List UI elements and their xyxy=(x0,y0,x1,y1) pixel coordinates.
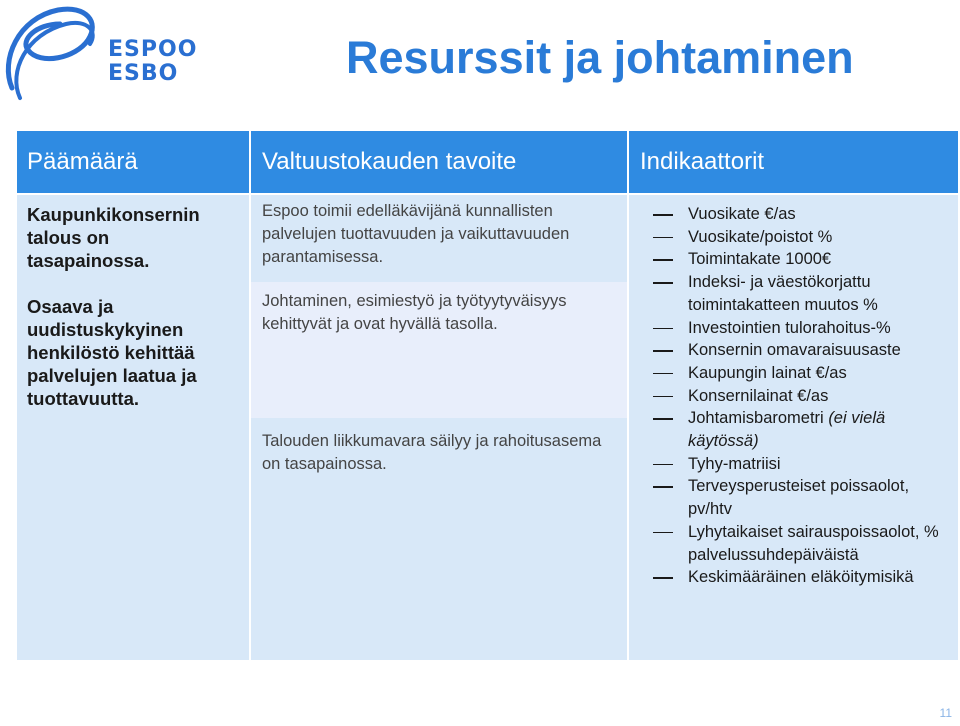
list-item: Keskimääräinen eläköitymisikä xyxy=(653,566,948,589)
dash-bullet-icon xyxy=(653,532,673,534)
header-indikaattorit: Indikaattorit xyxy=(629,131,958,193)
target-productivity: Espoo toimii edelläkävijänä kunnallisten palvelujen tuottavuuden ja vaikuttavuuden parantamisessa. xyxy=(251,195,627,280)
dash-bullet-icon xyxy=(653,577,673,579)
target-leadership: Johtaminen, esimiestyö ja työtyytyväisyys kehittyvät ja ovat hyvällä tasolla. xyxy=(251,282,627,418)
list-item: Terveysperusteiset poissaolot, pv/htv xyxy=(653,475,948,520)
indicator-list xyxy=(653,203,948,589)
list-item: Vuosikate/poistot % xyxy=(653,226,948,249)
list-item: Investointien tulorahoitus-% xyxy=(653,317,948,340)
goal-line: palvelujen laatua ja xyxy=(27,365,197,386)
goal-line: henkilöstö kehittää xyxy=(27,342,195,363)
list-item: Konsernilainat €/as xyxy=(653,385,948,408)
dash-bullet-icon xyxy=(653,282,673,284)
list-item: Kaupungin lainat €/as xyxy=(653,362,948,385)
goal-line: talous on xyxy=(27,227,110,248)
header-valtuustokauden-tavoite: Valtuustokauden tavoite xyxy=(251,131,627,193)
indicators-cell xyxy=(629,195,958,660)
goal-text xyxy=(27,203,239,410)
list-item: Johtamisbarometri (ei vielä käytössä) xyxy=(653,407,948,452)
goal-line: Osaava ja xyxy=(27,296,114,317)
dash-bullet-icon xyxy=(653,464,673,466)
page-number: 11 xyxy=(939,706,952,720)
page-title: Resurssit ja johtaminen xyxy=(346,32,854,83)
dash-bullet-icon xyxy=(653,350,673,352)
goal-cell xyxy=(17,195,249,660)
list-item: Lyhytaikaiset sairauspoissaolot, % palvelussuhdepäiväistä xyxy=(653,521,948,566)
espoo-logo-swirl-icon xyxy=(0,0,110,110)
espoo-logo-wordmark xyxy=(108,38,197,86)
goal-line: tasapainossa. xyxy=(27,250,150,271)
dash-bullet-icon xyxy=(653,328,673,330)
goal-paragraph-staff xyxy=(27,295,239,410)
indicator-note: (ei vielä käytössä) xyxy=(688,409,886,451)
dash-bullet-icon xyxy=(653,418,673,420)
list-item: Vuosikate €/as xyxy=(653,203,948,226)
goal-line: tuottavuutta. xyxy=(27,388,140,409)
list-item: Konsernin omavaraisuusaste xyxy=(653,339,948,362)
espoo-logo xyxy=(0,0,200,110)
goals-table xyxy=(17,131,958,660)
goal-paragraph-economy xyxy=(27,203,239,272)
dash-bullet-icon xyxy=(653,214,673,216)
target-finance: Talouden liikkumavara säilyy ja rahoitusasema on tasapainossa. xyxy=(251,420,627,660)
logo-line-espoo: ESPOO xyxy=(108,37,198,62)
dash-bullet-icon xyxy=(653,237,673,239)
list-item: Tyhy-matriisi xyxy=(653,453,948,476)
header-paamaara: Päämäärä xyxy=(17,131,249,193)
goal-line: uudistuskykyinen xyxy=(27,319,184,340)
targets-cell xyxy=(251,195,627,660)
dash-bullet-icon xyxy=(653,396,673,398)
dash-bullet-icon xyxy=(653,259,673,261)
logo-line-esbo: ESBO xyxy=(108,61,179,86)
dash-bullet-icon xyxy=(653,486,673,488)
list-item: Indeksi- ja väestökorjattu toimintakatteen muutos % xyxy=(653,271,948,316)
goal-line: Kaupunkikonsernin xyxy=(27,204,200,225)
dash-bullet-icon xyxy=(653,373,673,375)
list-item: Toimintakate 1000€ xyxy=(653,248,948,271)
